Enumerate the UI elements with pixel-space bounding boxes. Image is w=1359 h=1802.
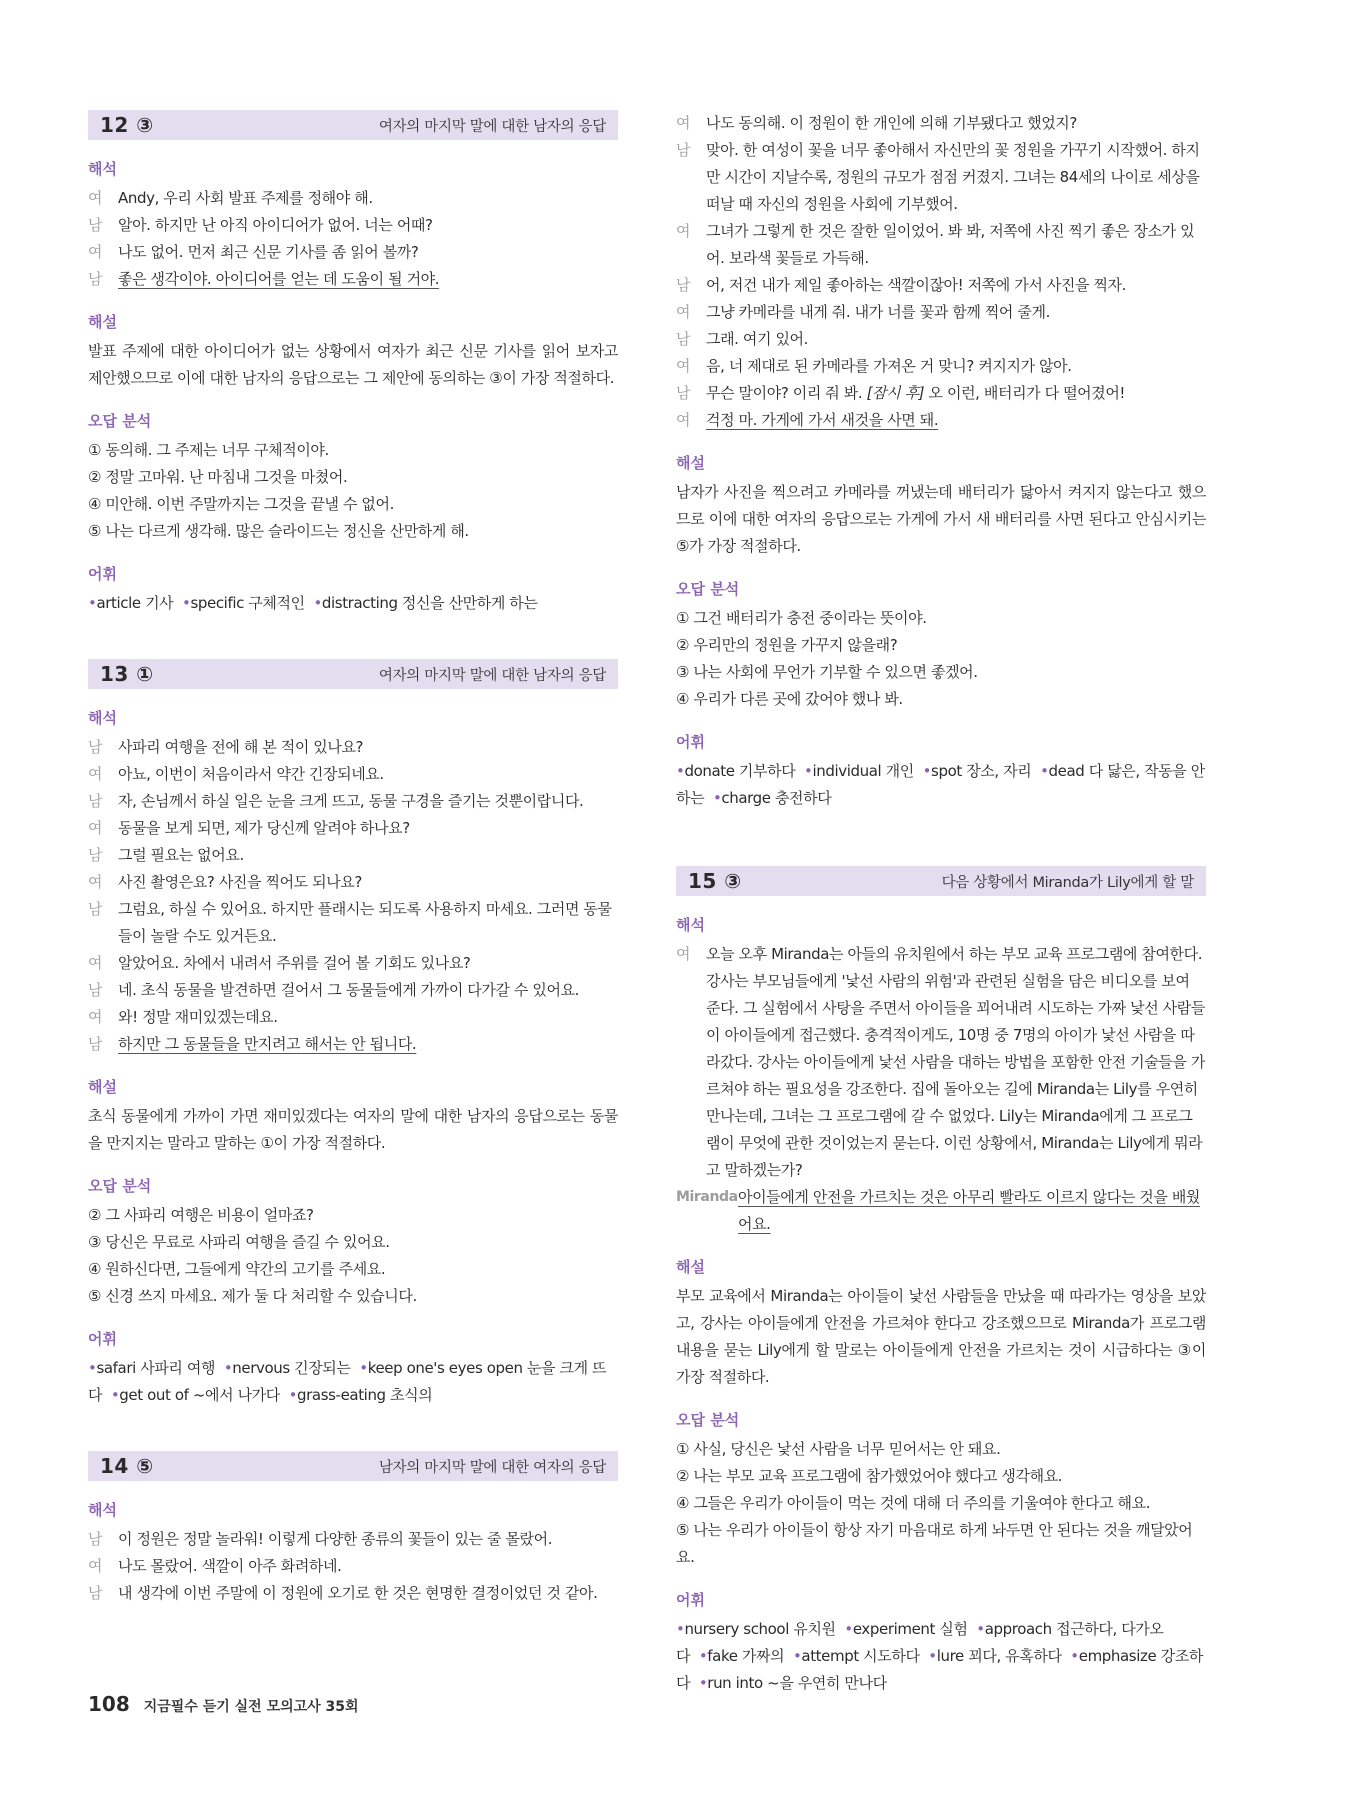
vocab-item: donate 기부하다	[684, 762, 796, 780]
speaker: 여	[676, 303, 691, 321]
vocab-item: specific 구체적인	[190, 594, 305, 612]
answer-line	[676, 1184, 1206, 1238]
speaker: 남	[676, 330, 691, 348]
utterance-part: 무슨 말이야? 이리 줘 봐.	[706, 384, 863, 402]
q14-dialogue-part1	[88, 1526, 618, 1607]
answer-utterance: 아이들에게 안전을 가르치는 것은 아무리 빨라도 이르지 않다는 것을 배웠어요.	[738, 1188, 1201, 1233]
vocab-item: lure 꾀다, 유혹하다	[936, 1647, 1062, 1665]
speaker: 여	[88, 819, 103, 837]
dialogue-line	[88, 950, 618, 977]
section-label-explanation: 해설	[88, 1078, 117, 1096]
dialogue-line	[88, 1526, 618, 1553]
dialogue-line	[676, 380, 1206, 407]
utterance: 그럼요, 하실 수 있어요. 하지만 플래시는 되도록 사용하지 마세요. 그러면 동물들이 놀랄 수도 있거든요.	[118, 900, 612, 945]
speaker: 여	[88, 1557, 103, 1575]
q15-explanation: 부모 교육에서 Miranda는 아이들이 낯선 사람들을 만났을 때 따라가는 영상을 보았고, 강사는 아이들에게 안전을 가르쳐야 한다고 강조했으므로 Miranda가 프로그램 내용을 묻는 Lily에게 할 말로는 아이들에게 안전을 가르치는 것이 시급하다는 ③이 가장 적절하다.	[676, 1287, 1206, 1386]
vocab-item: nervous 긴장되는	[232, 1359, 351, 1377]
speaker: 여	[88, 243, 103, 261]
utterance: Andy, 우리 사회 발표 주제를 정해야 해.	[118, 189, 373, 207]
speaker: 남	[88, 792, 103, 810]
wrong-answer: ② 그 사파리 여행은 비용이 얼마죠?	[88, 1206, 314, 1224]
section-label-wrong-answers: 오답 분석	[676, 580, 740, 598]
vocab-item: keep one's eyes open 눈을 크게 뜨다	[88, 1359, 607, 1404]
dialogue-line	[88, 1580, 618, 1607]
vocab-item: attempt 시도하다	[801, 1647, 920, 1665]
dialogue-line	[88, 212, 618, 239]
section-label-translation: 해석	[88, 160, 117, 178]
utterance: 그녀가 그렇게 한 것은 잘한 일이었어. 봐 봐, 저쪽에 사진 찍기 좋은 장소가 있어. 보라색 꽃들로 가득해.	[706, 222, 1195, 267]
wrong-answer: ⑤ 신경 쓰지 마세요. 제가 둘 다 처리할 수 있습니다.	[88, 1287, 417, 1305]
answer-utterance: 좋은 생각이야. 아이디어를 얻는 데 도움이 될 거야.	[118, 270, 440, 288]
question-15-header	[676, 866, 1206, 896]
dialogue-line	[676, 407, 1206, 434]
q12-dialogue	[88, 185, 618, 293]
speaker: 남	[676, 384, 691, 402]
vocab-item: distracting 정신을 산만하게 하는	[321, 594, 538, 612]
speaker: 남	[88, 981, 103, 999]
utterance: 아뇨, 이번이 처음이라서 약간 긴장되네요.	[118, 765, 384, 783]
wrong-answer: ② 정말 고마워. 난 마침내 그것을 마쳤어.	[88, 468, 348, 486]
wrong-answer: ② 우리만의 정원을 가꾸지 않을래?	[676, 636, 898, 654]
vocab-item: fake 가짜의	[707, 1647, 785, 1665]
speaker: 여	[88, 1008, 103, 1026]
q14-explanation: 남자가 사진을 찍으려고 카메라를 꺼냈는데 배터리가 닳아서 켜지지 않는다고 했으므로 이에 대한 여자의 응답으로는 가게에 가서 새 배터리를 사면 된다고 안심시키는 ⑤가 가장 적절하다.	[676, 483, 1206, 555]
vocab-item: experiment 실험	[852, 1620, 968, 1638]
dialogue-line	[88, 239, 618, 266]
wrong-answer: ① 그건 배터리가 충전 중이라는 뜻이야.	[676, 609, 927, 627]
section-label-translation: 해석	[88, 709, 117, 727]
q13-dialogue	[88, 734, 618, 1058]
dialogue-line	[676, 353, 1206, 380]
question-number: 12 ③	[100, 113, 154, 137]
vocab-item: approach 접근하다, 다가오다	[676, 1620, 1164, 1665]
dialogue-line	[88, 266, 618, 293]
speaker: 여	[88, 954, 103, 972]
vocab-item: dead 다 닳은, 작동을 안 하는	[676, 762, 1205, 807]
dialogue-line	[676, 218, 1206, 272]
speaker: 여	[88, 189, 103, 207]
utterance: 자, 손님께서 하실 일은 눈을 크게 뜨고, 동물 구경을 즐기는 것뿐이랍니다.	[118, 792, 584, 810]
speaker: 여	[88, 873, 103, 891]
speaker: Miranda	[676, 1189, 738, 1205]
narration-text: 오늘 오후 Miranda는 아들의 유치원에서 하는 부모 교육 프로그램에 참여한다. 강사는 부모님들에게 '낯선 사람의 위험'과 관련된 실험을 담은 비디오를 보여 준다. 그 실험에서 사탕을 주면서 아이들을 꾀어내려 시도하는 가짜 낯선 사람들이 아이들에게 접근했다. 충격적이게도, 10명 중 7명의 아이가 낯선 사람을 따라갔다. 강사는 아이들에게 낯선 사람을 대하는 방법을 포함한 안전 기술들을 가르쳐야 하는 필요성을 강조한다. 집에 돌아오는 길에 Miranda는 Lily를 우연히 만나는데, 그녀는 그 프로그램에 갈 수 없었다. Lily는 Miranda에게 그 프로그램이 무엇에 관한 것이었는지 묻는다. 이런 상황에서, Miranda는 Lily에게 뭐라고 말하겠는가?	[706, 945, 1205, 1179]
section-label-vocabulary: 어휘	[676, 733, 705, 751]
dialogue-line	[88, 869, 618, 896]
speaker: 남	[88, 846, 103, 864]
speaker: 남	[676, 276, 691, 294]
speaker: 남	[88, 738, 103, 756]
q15-vocabulary: •nursery school 유치원 •experiment 실험 •approach 접근하다, 다가오다 •fake 가짜의 •attempt 시도하다 •lure 꾀다, 유혹하다 •emphasize 강조하다 •run into ~을 우연히 만나다	[676, 1620, 1203, 1692]
answer-utterance: 걱정 마. 가게에 가서 새것을 사면 돼.	[706, 411, 939, 429]
question-title: 다음 상황에서 Miranda가 Lily에게 할 말	[941, 874, 1194, 891]
question-number: 15 ③	[688, 869, 742, 893]
utterance: 알았어요. 차에서 내려서 주위를 걸어 볼 기회도 있나요?	[118, 954, 471, 972]
speaker: 남	[88, 900, 103, 918]
section-label-translation: 해석	[676, 916, 705, 934]
dialogue-line	[88, 815, 618, 842]
utterance: 나도 없어. 먼저 최근 신문 기사를 좀 읽어 볼까?	[118, 243, 419, 261]
dialogue-line	[88, 788, 618, 815]
wrong-answer: ② 나는 부모 교육 프로그램에 참가했었어야 했다고 생각해요.	[676, 1467, 1063, 1485]
utterance: 음, 너 제대로 된 카메라를 가져온 거 맞니? 켜지지가 않아.	[706, 357, 1072, 375]
dialogue-line	[676, 299, 1206, 326]
utterance: 사파리 여행을 전에 해 본 적이 있나요?	[118, 738, 364, 756]
left-column	[88, 110, 618, 1607]
question-number: 14 ⑤	[100, 1454, 154, 1478]
vocab-item: safari 사파리 여행	[96, 1359, 216, 1377]
section-label-explanation: 해설	[88, 313, 117, 331]
utterance: 맞아. 한 여성이 꽃을 너무 좋아해서 자신만의 꽃 정원을 가꾸기 시작했어. 하지만 시간이 지날수록, 정원의 규모가 점점 커졌지. 그녀는 84세의 나이로 세상을 떠날 때 자신의 정원을 사회에 기부했어.	[706, 141, 1200, 213]
utterance: 네. 초식 동물을 발견하면 걸어서 그 동물들에게 가까이 다가갈 수 있어요.	[118, 981, 580, 999]
speaker: 남	[88, 1530, 103, 1548]
vocab-item: get out of ~에서 나가다	[119, 1386, 280, 1404]
wrong-answer: ④ 미안해. 이번 주말까지는 그것을 끝낼 수 없어.	[88, 495, 394, 513]
utterance: 와! 정말 재미있겠는데요.	[118, 1008, 278, 1026]
vocab-item: grass-eating 초식의	[297, 1386, 433, 1404]
question-title: 남자의 마지막 말에 대한 여자의 응답	[378, 1459, 606, 1476]
q13-vocabulary: •safari 사파리 여행 •nervous 긴장되는 •keep one's eyes open 눈을 크게 뜨다 •get out of ~에서 나가다 •grass-eating 초식의	[88, 1359, 607, 1404]
section-label-wrong-answers: 오답 분석	[88, 1177, 152, 1195]
speaker: 여	[676, 945, 691, 963]
vocab-item: emphasize 강조하다	[676, 1647, 1203, 1692]
section-label-wrong-answers: 오답 분석	[88, 412, 152, 430]
question-title: 여자의 마지막 말에 대한 남자의 응답	[378, 118, 606, 135]
wrong-answer: ③ 나는 사회에 무언가 기부할 수 있으면 좋겠어.	[676, 663, 978, 681]
dialogue-line	[88, 842, 618, 869]
q14-vocabulary: •donate 기부하다 •individual 개인 •spot 장소, 자리 •dead 다 닳은, 작동을 안 하는 •charge 충전하다	[676, 762, 1205, 807]
dialogue-line	[88, 1004, 618, 1031]
speaker: 남	[88, 1584, 103, 1602]
q13-explanation: 초식 동물에게 가까이 가면 재미있겠다는 여자의 말에 대한 남자의 응답으로는 동물을 만지지는 말라고 말하는 ①이 가장 적절하다.	[88, 1107, 618, 1152]
wrong-answer: ① 사실, 당신은 낯선 사람을 너무 믿어서는 안 돼요.	[676, 1440, 1001, 1458]
section-label-translation: 해석	[88, 1501, 117, 1519]
utterance: 내 생각에 이번 주말에 이 정원에 오기로 한 것은 현명한 결정이었던 것 같아.	[118, 1584, 598, 1602]
dialogue-line	[88, 734, 618, 761]
utterance: 이 정원은 정말 놀라워! 이렇게 다양한 종류의 꽃들이 있는 줄 몰랐어.	[118, 1530, 553, 1548]
dialogue-line	[676, 272, 1206, 299]
question-14-header	[88, 1451, 618, 1481]
utterance: 동물을 보게 되면, 제가 당신께 알려야 하나요?	[118, 819, 410, 837]
book-title: 지금필수 듣기 실전 모의고사 35회	[143, 1699, 359, 1715]
wrong-answer: ④ 그들은 우리가 아이들이 먹는 것에 대해 더 주의를 기울여야 한다고 해요.	[676, 1494, 1151, 1512]
q12-explanation: 발표 주제에 대한 아이디어가 없는 상황에서 여자가 최근 신문 기사를 읽어 보자고 제안했으므로 이에 대한 남자의 응답으로는 그 제안에 동의하는 ③이 가장 적절하다.	[88, 342, 618, 387]
speaker: 여	[676, 222, 691, 240]
stage-direction: [잠시 후]	[866, 384, 925, 402]
dialogue-line	[88, 1031, 618, 1058]
utterance: 나도 동의해. 이 정원이 한 개인에 의해 기부됐다고 했었지?	[706, 114, 1077, 132]
dialogue-line	[88, 896, 618, 950]
utterance: 그래. 여기 있어.	[706, 330, 809, 348]
question-13-header	[88, 659, 618, 689]
speaker: 여	[676, 357, 691, 375]
speaker: 여	[676, 411, 691, 429]
utterance: 그럴 필요는 없어요.	[118, 846, 244, 864]
q14-dialogue-part2	[676, 110, 1206, 434]
vocab-item: run into ~을 우연히 만나다	[707, 1674, 887, 1692]
utterance: 나도 몰랐어. 색깔이 아주 화려하네.	[118, 1557, 342, 1575]
narration	[676, 941, 1206, 1184]
speaker: 남	[88, 216, 103, 234]
speaker: 남	[676, 141, 691, 159]
speaker: 남	[88, 1035, 103, 1053]
utterance: 사진 촬영은요? 사진을 찍어도 되나요?	[118, 873, 362, 891]
question-title: 여자의 마지막 말에 대한 남자의 응답	[378, 667, 606, 684]
wrong-answer: ③ 당신은 무료로 사파리 여행을 즐길 수 있어요.	[88, 1233, 390, 1251]
wrong-answer: ⑤ 나는 다르게 생각해. 많은 슬라이드는 정신을 산만하게 해.	[88, 522, 469, 540]
page-footer	[88, 1692, 359, 1716]
dialogue-line	[676, 110, 1206, 137]
right-column	[676, 110, 1206, 1697]
vocab-item: individual 개인	[812, 762, 914, 780]
page-number: 108	[88, 1692, 130, 1716]
section-label-explanation: 해설	[676, 454, 705, 472]
question-number: 13 ①	[100, 662, 154, 686]
dialogue-line	[88, 185, 618, 212]
section-label-vocabulary: 어휘	[88, 565, 117, 583]
speaker: 여	[88, 765, 103, 783]
utterance-part: 오 이런, 배터리가 다 떨어졌어!	[928, 384, 1126, 402]
vocab-item: spot 장소, 자리	[931, 762, 1032, 780]
speaker: 여	[676, 114, 691, 132]
wrong-answer: ④ 원하신다면, 그들에게 약간의 고기를 주세요.	[88, 1260, 386, 1278]
answer-utterance: 하지만 그 동물들을 만지려고 해서는 안 됩니다.	[118, 1035, 417, 1053]
utterance: 어, 저건 내가 제일 좋아하는 색깔이잖아! 저쪽에 가서 사진을 찍자.	[706, 276, 1127, 294]
q12-vocabulary: •article 기사 •specific 구체적인 •distracting 정신을 산만하게 하는	[88, 594, 538, 612]
section-label-explanation: 해설	[676, 1258, 705, 1276]
utterance: 그냥 카메라를 내게 줘. 내가 너를 꽃과 함께 찍어 줄게.	[706, 303, 1050, 321]
wrong-answer: ④ 우리가 다른 곳에 갔어야 했나 봐.	[676, 690, 903, 708]
dialogue-line	[88, 761, 618, 788]
dialogue-line	[676, 326, 1206, 353]
wrong-answer: ① 동의해. 그 주제는 너무 구체적이야.	[88, 441, 329, 459]
question-12-header	[88, 110, 618, 140]
section-label-wrong-answers: 오답 분석	[676, 1411, 740, 1429]
section-label-vocabulary: 어휘	[676, 1591, 705, 1609]
vocab-item: nursery school 유치원	[684, 1620, 836, 1638]
speaker: 남	[88, 270, 103, 288]
wrong-answer: ⑤ 나는 우리가 아이들이 항상 자기 마음대로 하게 놔두면 안 된다는 것을 깨달았어요.	[676, 1521, 1193, 1566]
vocab-item: article 기사	[96, 594, 174, 612]
dialogue-line	[676, 137, 1206, 218]
dialogue-line	[88, 1553, 618, 1580]
vocab-item: charge 충전하다	[721, 789, 832, 807]
dialogue-line	[88, 977, 618, 1004]
section-label-vocabulary: 어휘	[88, 1330, 117, 1348]
utterance: 알아. 하지만 난 아직 아이디어가 없어. 너는 어때?	[118, 216, 433, 234]
